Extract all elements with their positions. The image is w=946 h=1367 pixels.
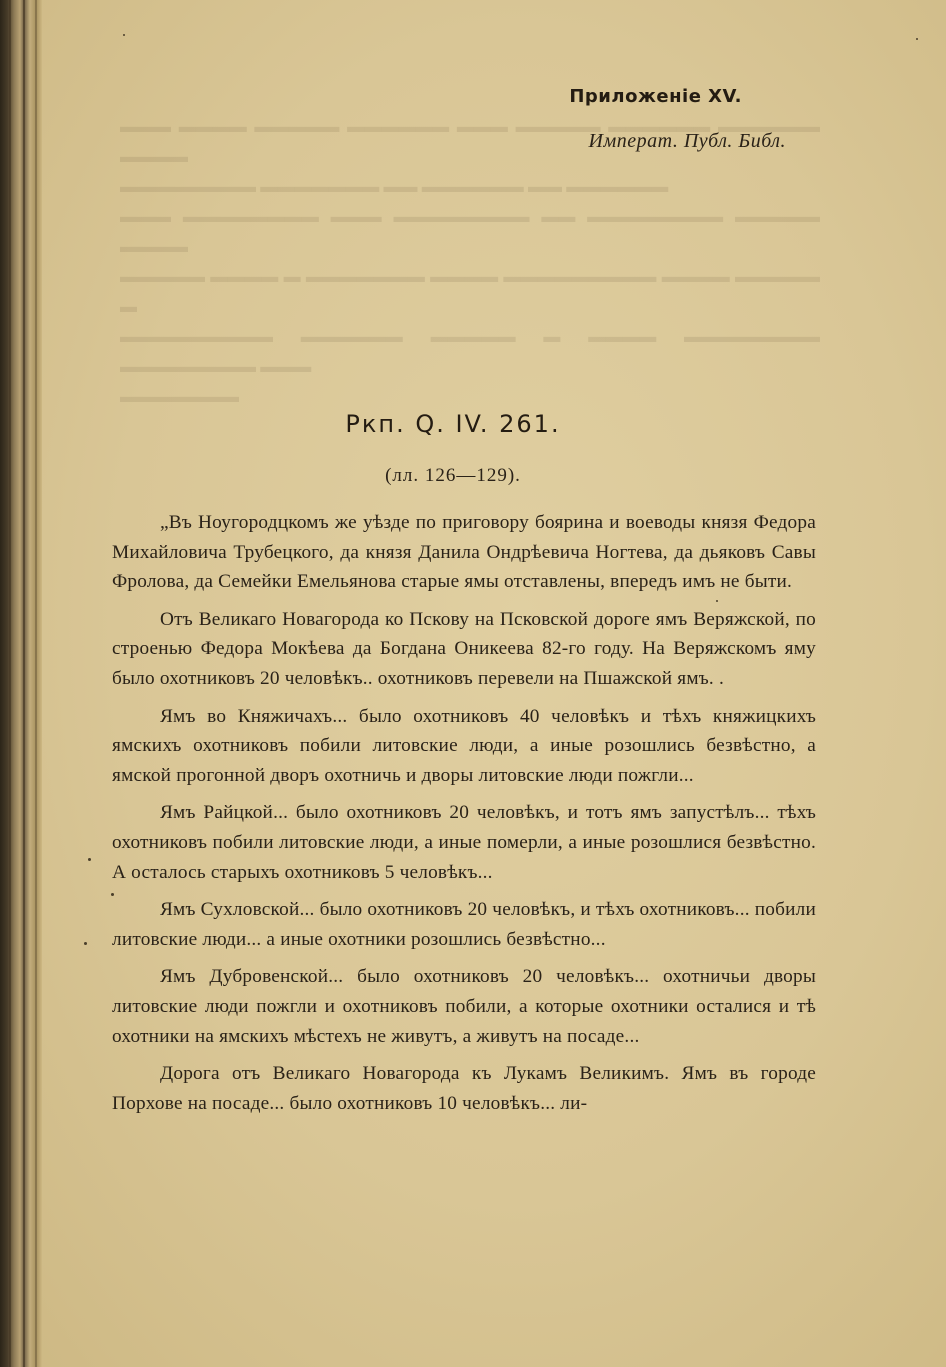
bleed-through-texture: ▬▬▬ ▬▬▬▬ ▬▬▬▬▬ ▬▬▬▬▬▬ ▬▬▬ ▬▬▬▬▬ ▬▬▬▬▬▬ ▬▬▬▬▬▬ ▬▬▬▬ ▬▬▬▬▬▬▬▬ ▬▬▬▬▬▬▬ ▬▬ ▬▬▬▬▬▬ ▬▬ ▬▬▬▬▬▬ ▬▬▬ ▬▬▬▬▬▬▬▬ ▬▬▬ ▬▬▬▬▬▬▬▬ ▬▬ ▬▬▬▬▬▬▬▬ ▬▬▬▬▬ ▬▬▬▬ ▬▬▬▬▬ ▬▬▬▬ ▬ ▬▬▬▬▬▬▬ ▬▬▬▬ ▬▬▬▬▬▬▬▬▬ ▬▬▬▬ ▬▬▬▬▬ ▬ ▬▬▬▬▬▬▬▬▬ ▬▬▬▬▬▬ ▬▬▬▬▬ ▬ ▬▬▬▬ ▬▬▬▬▬▬▬▬ ▬▬▬▬▬▬▬▬ ▬▬▬ ▬▬▬▬▬▬▬ bbox=[120, 117, 820, 406]
paper-speck bbox=[88, 858, 91, 861]
paragraph: Дорога отъ Великаго Новагорода къ Лукамъ Великимъ. Ямъ въ городе Порхове на посаде... было охотниковъ 10 человѣкъ... ли- bbox=[112, 1063, 816, 1114]
spine-edge-line bbox=[9, 0, 11, 1367]
paper-speck bbox=[123, 34, 125, 36]
paragraph: „Въ Ноугородцкомъ же уѣзде по приговору боярина и воеводы князя Федора Михайловича Трубецкого, да князя Данила Ондрѣевича Ногтева, да дьяковъ Савы Фролова, да Семейки Емельянова старые ямы отставлены, впередъ имъ не быти. bbox=[112, 512, 816, 593]
spine-edge-line bbox=[35, 0, 37, 1367]
paper-speck bbox=[916, 38, 918, 40]
paper-speck bbox=[84, 942, 87, 945]
paper-speck bbox=[716, 600, 718, 602]
paragraph: Ямъ во Княжичахъ... было охотниковъ 40 человѣкъ и тѣхъ княжицкихъ ямскихъ охотниковъ побили литовские люди, а иные розошлись безвѣстно, а ямской прогонной дворъ охотничь и дворы литовские люди пожгли... bbox=[112, 705, 816, 786]
paragraph: Отъ Великаго Новагорода ко Пскову на Псковской дороге ямъ Веряжской, по строенью Федора Мокѣева да Богдана Оникеева 82-го году. На Веряжскомъ яму было охотниковъ 20 человѣкъ.. охотниковъ перевели на Пшажской ямъ. . bbox=[112, 608, 816, 689]
paragraph: Ямъ Дубровенской... было охотниковъ 20 человѣкъ... охотничьи дворы литовские люди пожгли и охотниковъ побили, а которые охотники осталися и тѣ охотники на ямскихъ мѣстехъ не живутъ, а живутъ на посаде... bbox=[112, 966, 816, 1047]
paper-speck bbox=[111, 893, 114, 896]
manuscript-title: Ркп. Q. IV. 261. bbox=[345, 410, 561, 438]
document-body bbox=[112, 508, 816, 1126]
paragraph: Ямъ Сухловской... было охотниковъ 20 человѣкъ, и тѣхъ охотниковъ... побили литовские люди... а иные охотники розошлись безвѣстно... bbox=[112, 899, 816, 950]
paragraph: Ямъ Райцкой... было охотниковъ 20 человѣкъ, и тотъ ямъ запустѣлъ... тѣхъ охотниковъ побили литовские люди, а иные померли, а иные розошлися безвѣстно. А осталось старыхъ охотниковъ 5 человѣкъ... bbox=[112, 802, 816, 883]
spine-edge-line bbox=[23, 0, 25, 1367]
appendix-heading: Приложенiе XV. bbox=[569, 86, 742, 107]
library-reference: Императ. Публ. Библ. bbox=[588, 130, 786, 152]
manuscript-leaves: (лл. 126—129). bbox=[385, 465, 521, 486]
